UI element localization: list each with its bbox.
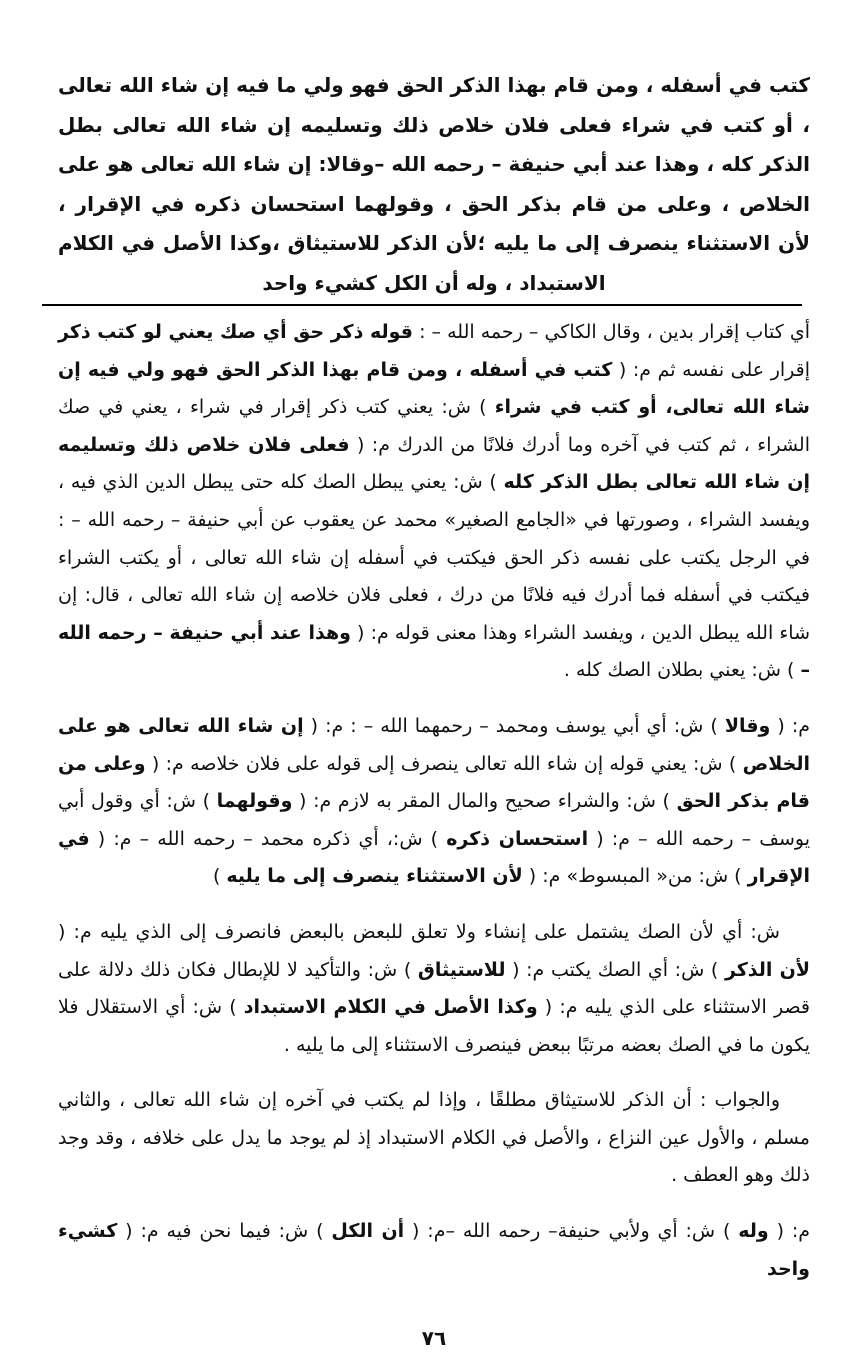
quoted-matn-segment: للاستيثاق	[417, 958, 506, 981]
commentary-segment: ) ش: فيما نحن فيه م: (	[117, 1220, 332, 1243]
quoted-matn-segment: كشيء واحد	[58, 1220, 810, 1280]
commentary-segment: ) ش: والتأكيد لا للإبطال فكان ذلك دلالة على قصر الاستثناء على الذي يليه م: (	[58, 958, 811, 1019]
quoted-matn-segment: وقولهما	[216, 790, 293, 813]
quoted-matn-segment: وهذا عند أبي حنيفة – رحمه الله –	[58, 621, 810, 682]
commentary-segment: ) ش:، أي ذكره محمد – رحمه الله – م: (	[89, 827, 447, 850]
commentary-segment: ) ش: يعني بطلان الصك كله .	[563, 659, 801, 682]
quoted-matn-segment: لأن الاستثناء ينصرف إلى ما يليه	[226, 865, 523, 888]
commentary-segment: ) ش: يعني قوله إن شاء الله تعالى ينصرف إلى قوله على فلان خلاصه م: (	[145, 752, 743, 775]
commentary-segment: م: (	[768, 1220, 811, 1243]
quoted-matn-segment: فعلى فلان خلاص ذلك وتسليمه إن شاء الله تعالى بطل الذكر كله	[58, 433, 810, 494]
quoted-matn-segment: استحسان ذكره	[446, 827, 589, 850]
quoted-matn-segment: إن شاء الله تعالى هو على الخلاص	[58, 714, 810, 775]
page-number: ٧٦	[421, 1326, 447, 1350]
commentary-segment: ) ش: أي وقول أبي يوسف – رحمه الله – م: (	[58, 790, 810, 850]
quoted-matn-segment: وله	[738, 1220, 769, 1243]
quoted-matn-segment: في الإقرار	[58, 827, 810, 888]
commentary-segment: ) ش: أي أبي يوسف ومحمد – رحمهما الله – : م: (	[303, 714, 725, 737]
commentary-segment: أي كتاب إقرار بدين ، وقال الكاكي – رحمه الله – :	[413, 321, 810, 343]
commentary-segment: ) ش: أي الاستقلال فلا يكون ما في الصك بعضه مرتبًا ببعض فينصرف الاستثناء إلى ما يليه .	[58, 996, 810, 1056]
quoted-matn-segment: قوله ذكر حق أي صك يعني لو كتب ذكر	[58, 321, 413, 343]
sharh-paragraph	[58, 1213, 810, 1288]
commentary-segment: م: (	[770, 714, 810, 737]
quoted-matn-segment: وكذا الأصل في الكلام الاستبداد	[243, 996, 538, 1019]
commentary-segment: ) ش: من« المبسوط» م: (	[522, 865, 748, 888]
matn-text: كتب في أسفله ، ومن قام بهذا الذكر الحق فهو ولي ما فيه إن شاء الله تعالى ، أو كتب في شراء فعلى فلان خلاص ذلك وتسليمه إن شاء الله تعالى بطل الذكر كله ، وهذا عند أبي حنيفة – رحمه الله –وقالا: إن شاء الله تعالى هو على الخلاص ، وعلى من قام بذكر الحق ، وقولهما استحسان ذكره في الإقرار ، لأن الاستثناء ينصرف إلى ما يليه ؛لأن الذكر للاستيثاق ،وكذا الأصل في الكلام الاستبداد ، وله أن الكل كشيء واحد	[58, 73, 810, 295]
commentary-segment: ) ش: أي الصك يكتب م: (	[505, 958, 725, 981]
commentary-segment: ) ش: يعني يبطل الصك كله حتى يبطل الدين الذي فيه ، ويفسد الشراء ، وصورتها في «الجامع الصغير» محمد عن يعقوب عن أبي حنيفة – رحمه الله – : في الرجل يكتب على نفسه ذكر الحق فيكتب في أسفله إن شاء الله تعالى ، أو يكتب الشراء فيكتب في أسفله فما أدرك فيه فلانًا من درك ، فعلى فلان خلاصه إن شاء الله تعالى ، قال: إن شاء الله يبطل الدين ، ويفسد الشراء وهذا معنى قوله م: (	[58, 471, 810, 644]
quoted-matn-segment: أن الكل	[331, 1220, 405, 1243]
quoted-matn-segment: وعلى من قام بذكر الحق	[58, 752, 810, 813]
sharh-paragraph	[58, 914, 810, 1064]
commentary-segment: ) ش: أي ولأبي حنيفة– رحمه الله –م: (	[404, 1220, 739, 1243]
sharh-paragraph	[58, 1082, 810, 1195]
commentary-segment: إقرار على نفسه ثم م: (	[612, 358, 810, 381]
quoted-matn-segment: كتب في أسفله ، ومن قام بهذا الذكر الحق فهو ولي فيه إن شاء الله تعالى، أو كتب في شراء	[58, 358, 810, 419]
sharh-paragraph	[58, 708, 810, 896]
separator-rule	[42, 304, 802, 306]
commentary-segment: ) ش: والشراء صحيح والمال المقر به لازم م: (	[292, 790, 677, 813]
commentary-segment: والجواب : أن الذكر للاستيثاق مطلقًا ، وإذا لم يكتب في آخره إن شاء الله تعالى ، والثاني مسلم ، والأول عين النزاع ، والأصل في الكلام الاستبداد إذ لم يوجد ما يدل على خلافه ، وقد وجد ذلك وهو العطف .	[58, 1089, 810, 1187]
commentary-segment: ) ش: يعني كتب ذكر إقرار في شراء ، يعني في صك الشراء ، ثم كتب في آخره وما أدرك فلانًا من الدرك م: (	[58, 396, 810, 456]
commentary-segment: ش: أي لأن الصك يشتمل على إنشاء ولا تعلق للبعض بالبعض فانصرف إلى الذي يليه م: (	[58, 920, 780, 943]
commentary-segment: )	[212, 865, 227, 888]
quoted-matn-segment: وقالا	[724, 714, 771, 737]
quoted-matn-segment: لأن الذكر	[724, 958, 810, 981]
sharh-commentary	[58, 314, 810, 1306]
sharh-paragraph	[58, 314, 810, 690]
